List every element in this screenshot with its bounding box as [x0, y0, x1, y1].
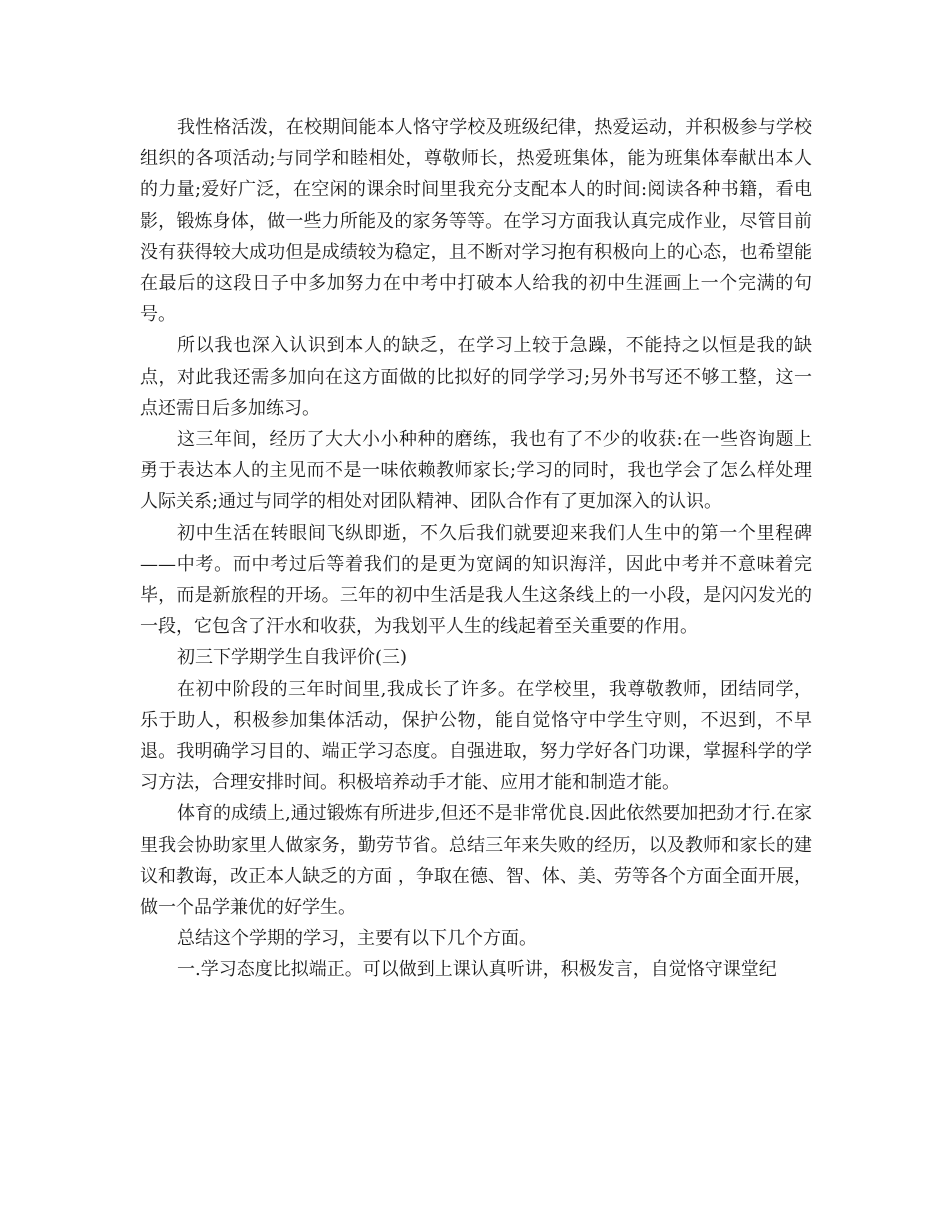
paragraph-summary-intro: 总结这个学期的学习，主要有以下几个方面。 [177, 928, 537, 950]
paragraph-gains: 这三年间，经历了大大小小种种的磨练，我也有了不少的收获:在一些咨询题上勇于表达本人的主见而不是一味依赖教师家长;学习的同时，我也学会了怎么样处理人际关系;通过与同学的相处对团队精神、团队合作有了更加深入的认识。 [140, 429, 812, 513]
paragraph-personality: 我性格活泼，在校期间能本人恪守学校及班级纪律，热爱运动，并积极参与学校组织的各项活动;与同学和睦相处，尊敬师长，热爱班集体，能为班集体奉献出本人的力量;爱好广泛，在空闲的课余时间里我充分支配本人的时间:阅读各种书籍，看电影，锻炼身体，做一些力所能及的家务等等。在学习方面我认真完成作业，尽管目前没有获得较大成功但是成绩较为稳定，且不断对学习抱有积极向上的心态，也希望能在最后的这段日子中多加努力在中考中打破本人给我的初中生涯画上一个完满的句号。 [140, 117, 812, 326]
paragraph-growth: 在初中阶段的三年时间里,我成长了许多。在学校里，我尊敬教师，团结同学，乐于助人，积极参加集体活动，保护公物，能自觉恪守中学生守则，不迟到，不早退。我明确学习目的、端正学习态度。自强进取，努力学好各门功课，掌握科学的学习方法，合理安排时间。积极培养动手才能、应用才能和制造才能。 [140, 678, 812, 794]
paragraph-shortcomings: 所以我也深入认识到本人的缺乏，在学习上较于急躁，不能持之以恒是我的缺点，对此我还需多加向在这方面做的比拟好的同学学习;另外书写还不够工整，这一点还需日后多加练习。 [140, 335, 812, 419]
section-heading: 初三下学期学生自我评价(三) [177, 647, 408, 669]
document-body [140, 112, 812, 986]
paragraph-sports-family: 体育的成绩上,通过锻炼有所进步,但还不是非常优良.因此依然要加把劲才行.在家里我会协助家里人做家务，勤劳节省。总结三年来失败的经历，以及教师和家长的建议和教诲，改正本人缺乏的方面 ，争取在德、智、体、美、劳等各个方面全面开展，做一个品学兼优的好学生。 [140, 803, 812, 919]
paragraph-milestone: 初中生活在转眼间飞纵即逝，不久后我们就要迎来我们人生中的第一个里程碑——中考。而中考过后等着我们的是更为宽阔的知识海洋，因此中考并不意味着完毕，而是新旅程的开场。三年的初中生活是我人生这条线上的一小段，是闪闪发光的一段，它包含了汗水和收获，为我划平人生的线起着至关重要的作用。 [140, 522, 812, 638]
paragraph-study-attitude: 一.学习态度比拟端正。可以做到上课认真听讲，积极发言，自觉恪守课堂纪 [177, 959, 777, 981]
